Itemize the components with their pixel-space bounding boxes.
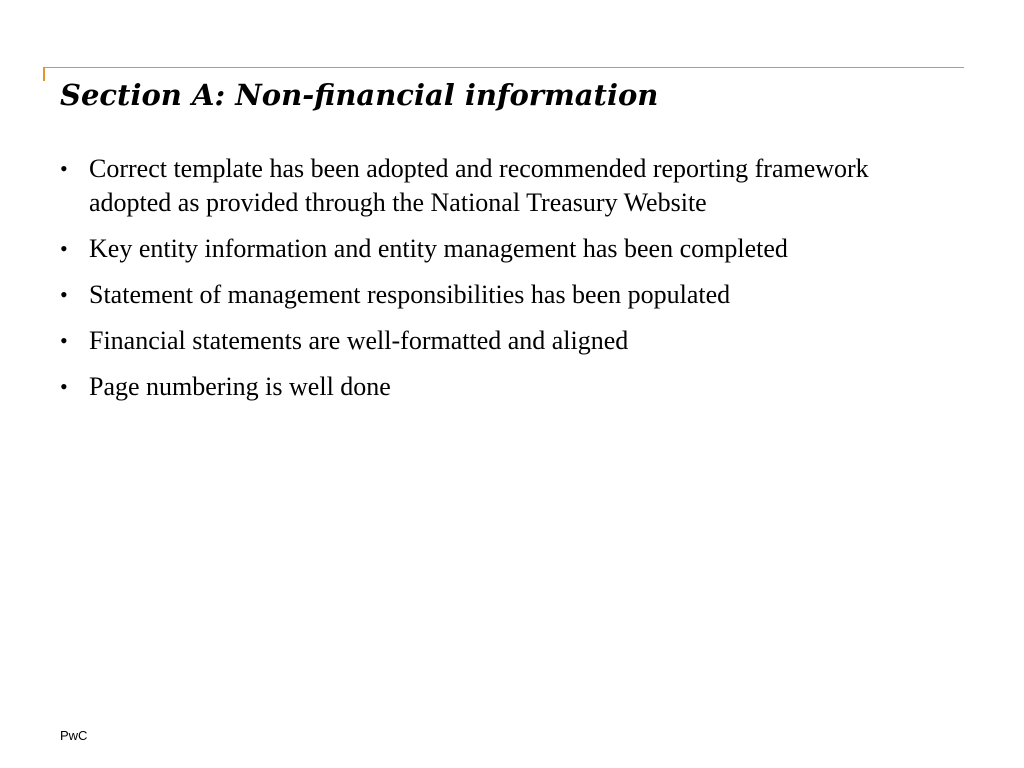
bullet-marker: • (60, 328, 68, 353)
slide-title: Section A: Non-financial information (60, 78, 659, 112)
bullet-item (60, 232, 950, 266)
title-corner-marker (43, 67, 45, 81)
bullet-item (60, 370, 950, 404)
bullet-text: Key entity information and entity management has been completed (89, 234, 788, 263)
footer-brand: PwC (60, 728, 88, 743)
bullet-marker: • (60, 156, 68, 181)
bullet-text: Page numbering is well done (89, 372, 391, 401)
title-divider-line (43, 67, 964, 68)
bullet-marker: • (60, 236, 68, 261)
bullet-marker: • (60, 282, 68, 307)
bullet-text: Statement of management responsibilities has been populated (89, 280, 731, 309)
bullet-item (60, 324, 950, 358)
bullet-list (60, 152, 950, 416)
bullet-marker: • (60, 374, 68, 399)
bullet-item (60, 278, 950, 312)
bullet-text: Correct template has been adopted and recommended reporting framework adopted as provided through the National Treasury Website (89, 154, 869, 217)
bullet-text: Financial statements are well-formatted and aligned (89, 326, 629, 355)
bullet-item (60, 152, 950, 220)
